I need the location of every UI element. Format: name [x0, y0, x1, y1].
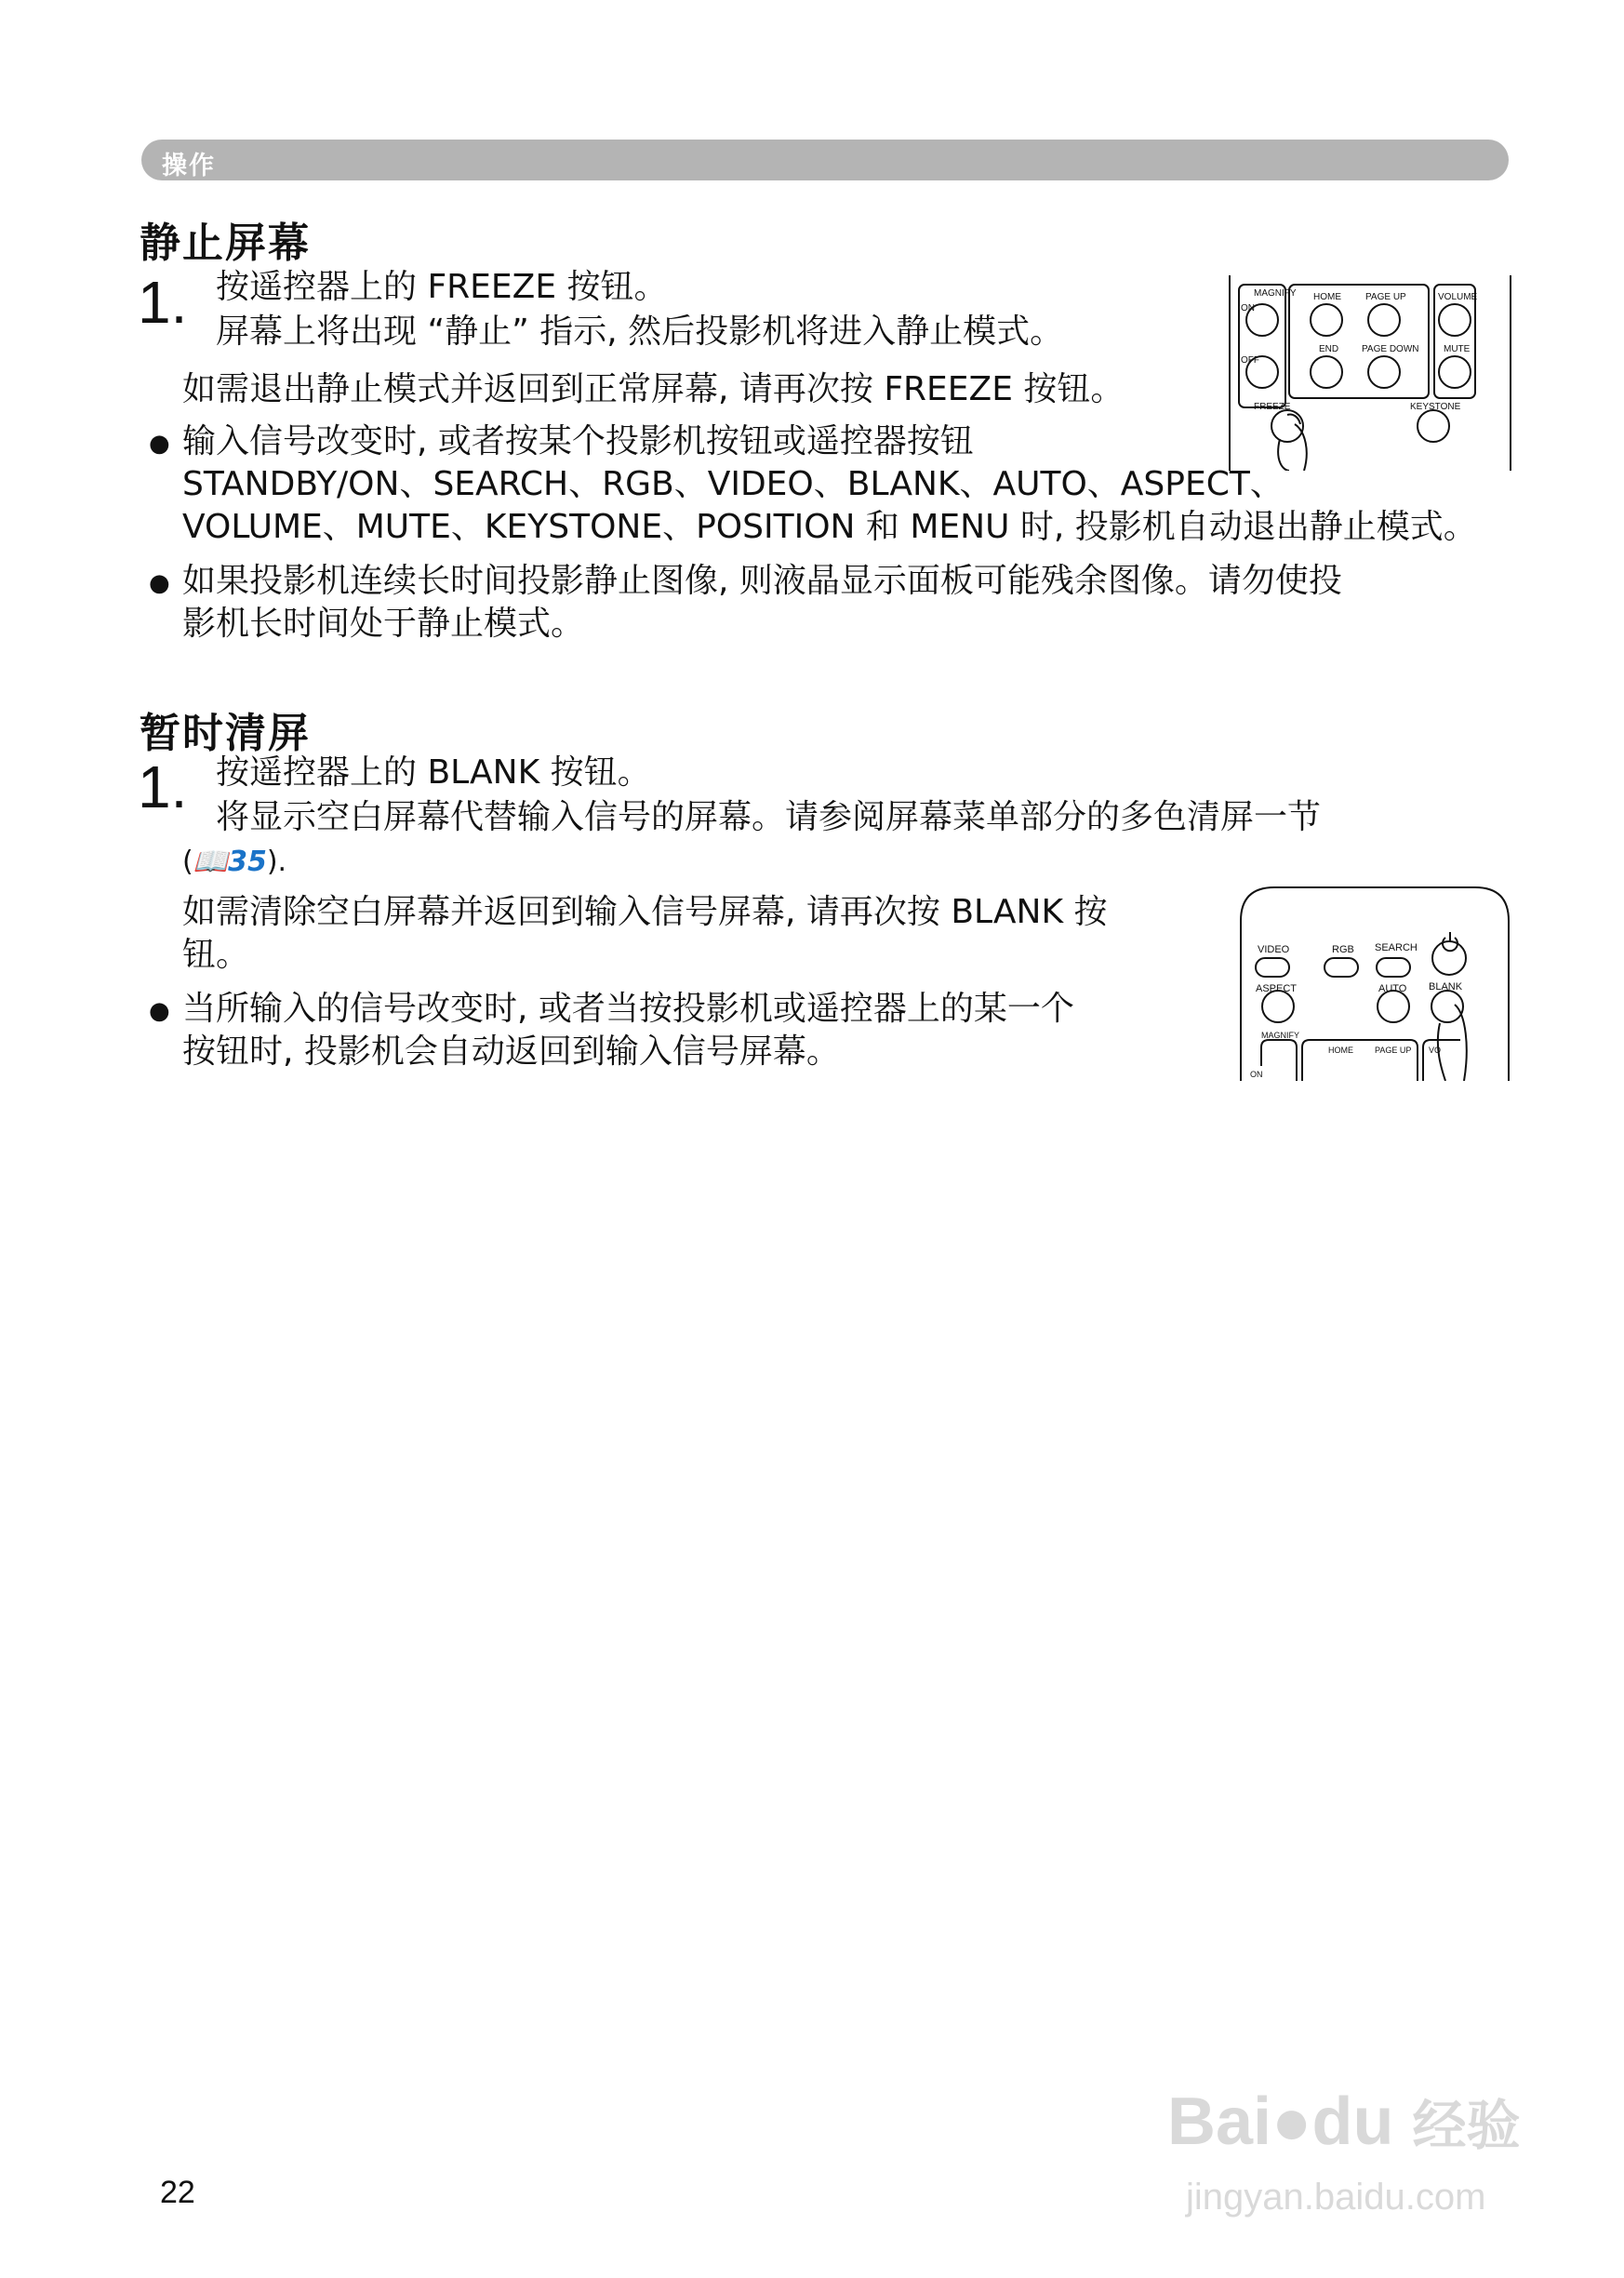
remote-label: ASPECT — [1256, 983, 1298, 994]
remote-label: KEYSTONE — [1410, 402, 1461, 412]
remote-label: BLANK — [1429, 981, 1463, 992]
freeze-exit-line: 如需退出静止模式并返回到正常屏幕, 请再次按 FREEZE 按钮。 — [182, 370, 1125, 408]
ref-open: ( — [182, 846, 193, 878]
remote-label: END — [1319, 344, 1339, 354]
bullet-marker: ● — [149, 569, 170, 597]
remote-label: OFF — [1241, 355, 1259, 366]
remote-label: SEARCH — [1375, 942, 1418, 953]
page-number: 22 — [160, 2175, 195, 2210]
remote-label: MUTE — [1444, 344, 1471, 354]
remote-label: MAGNIFY — [1261, 1031, 1300, 1040]
remote-label: MAGNIFY — [1254, 288, 1297, 299]
freeze-bullet1-line3: VOLUME、MUTE、KEYSTONE、POSITION 和 MENU 时, 投影机自动退出静止模式。 — [182, 508, 1477, 546]
remote-label: ON — [1241, 303, 1255, 313]
ref-page-link[interactable]: 35 — [228, 846, 267, 878]
section-header-bar — [141, 140, 1509, 180]
ref-close: ). — [266, 846, 287, 878]
watermark-product: 经验 — [1412, 2094, 1521, 2157]
remote-blank-illustration — [1237, 884, 1512, 1081]
watermark-brand2: du — [1311, 2085, 1394, 2159]
blank-exit-line1: 如需清除空白屏幕并返回到输入信号屏幕, 请再次按 BLANK 按 — [182, 893, 1108, 931]
book-icon: 📖 — [193, 846, 229, 878]
watermark-logo — [1167, 2082, 1521, 2160]
remote-label: VOLUME — [1438, 292, 1478, 302]
remote-label: PAGE DOWN — [1362, 344, 1419, 354]
bullet-marker: ● — [149, 430, 170, 458]
blank-exit-line2: 钮。 — [182, 936, 250, 974]
watermark-brand: Bai — [1167, 2085, 1272, 2159]
watermark-url: jingyan.baidu.com — [1186, 2177, 1486, 2218]
freeze-bullet2-line1: 如果投影机连续长时间投影静止图像, 则液晶显示面板可能残余图像。请勿使投 — [182, 562, 1342, 600]
remote-label: HOME — [1328, 1046, 1353, 1055]
remote-label: ON — [1250, 1070, 1263, 1079]
blank-step-number: 1. — [138, 753, 188, 820]
remote-label: PAGE UP — [1365, 292, 1406, 302]
blank-bullet-line2: 按钮时, 投影机会自动返回到输入信号屏幕。 — [182, 1032, 840, 1071]
remote-freeze-illustration — [1226, 275, 1514, 471]
paw-icon: ● — [1271, 2085, 1312, 2159]
remote-label: RGB — [1332, 944, 1354, 955]
freeze-step-line2: 屏幕上将出现 “静止” 指示, 然后投影机将进入静止模式。 — [216, 313, 1064, 351]
blank-reference — [182, 841, 286, 884]
remote-label: HOME — [1313, 292, 1341, 302]
section-header-label: 操作 — [162, 152, 216, 180]
bullet-marker: ● — [149, 997, 170, 1025]
remote-label: AUTO — [1378, 983, 1407, 994]
blank-step-line2: 将显示空白屏幕代替输入信号的屏幕。请参阅屏幕菜单部分的多色清屏一节 — [216, 798, 1322, 836]
freeze-bullet1-line1: 输入信号改变时, 或者按某个投影机按钮或遥控器按钮 — [182, 422, 974, 460]
blank-bullet-line1: 当所输入的信号改变时, 或者当按投影机或遥控器上的某一个 — [182, 990, 1074, 1028]
remote-label: VIDEO — [1258, 944, 1290, 955]
freeze-section-title: 静止屏幕 — [140, 220, 311, 267]
remote-label: PAGE UP — [1375, 1046, 1412, 1055]
freeze-step-number: 1. — [138, 269, 188, 336]
freeze-step-line1: 按遥控器上的 FREEZE 按钮。 — [216, 268, 668, 306]
remote-label: VO — [1429, 1046, 1442, 1055]
freeze-bullet1-line2: STANDBY/ON、SEARCH、RGB、VIDEO、BLANK、AUTO、ASPECT、 — [182, 465, 1284, 503]
blank-section-title: 暂时清屏 — [140, 710, 311, 757]
freeze-bullet2-line2: 影机长时间处于静止模式。 — [182, 605, 585, 643]
remote-label: FREEZE — [1254, 402, 1291, 412]
blank-step-line1: 按遥控器上的 BLANK 按钮。 — [216, 753, 651, 792]
